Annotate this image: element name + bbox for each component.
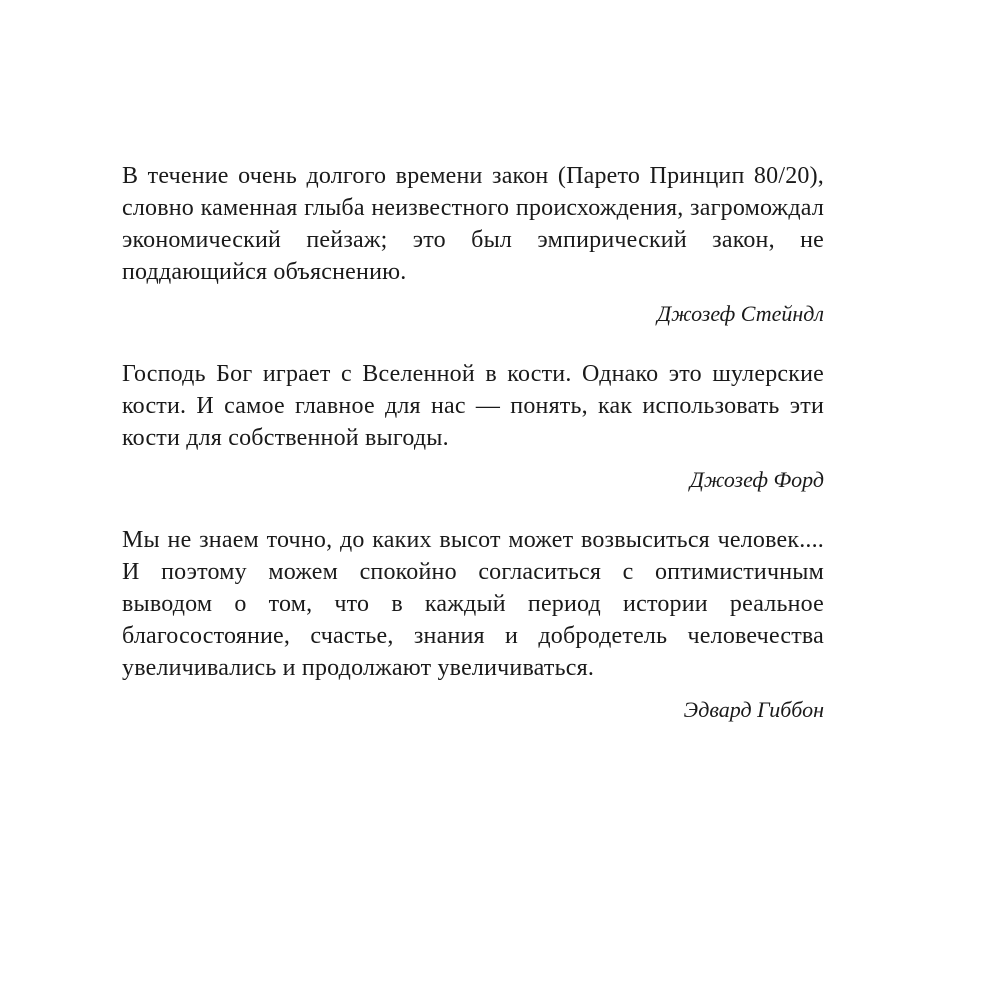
quote-text: Господь Бог играет с Вселенной в кости. Однако это шулерские кости. И самое главное для нас — понять, как использовать эти кости для собственной выгоды. bbox=[122, 361, 824, 451]
quote-author: Эдвард Гиббон bbox=[683, 697, 824, 722]
quote-block-steindl bbox=[122, 160, 824, 328]
quote-block-ford bbox=[122, 358, 824, 494]
quote-text: В течение очень долгого времени закон (Парето Принцип 80/20), словно каменная глыба неизвестного происхождения, загромождал экономический пейзаж; это был эмпирический закон, не поддающийся объяснению. bbox=[122, 163, 824, 285]
quote-text: Мы не знаем точно, до каких высот может возвыситься человек.... И поэтому можем спокойно согласиться с оптимистичным выводом о том, что в каждый период истории реальное благосостояние, счастье, знания и добродетель человечества увеличивались и продолжают увеличиваться. bbox=[122, 527, 824, 681]
epigraph-page bbox=[122, 160, 824, 724]
quote-block-gibbon bbox=[122, 524, 824, 724]
quote-author: Джозеф Стейндл bbox=[657, 301, 824, 326]
quote-author: Джозеф Форд bbox=[689, 467, 824, 492]
